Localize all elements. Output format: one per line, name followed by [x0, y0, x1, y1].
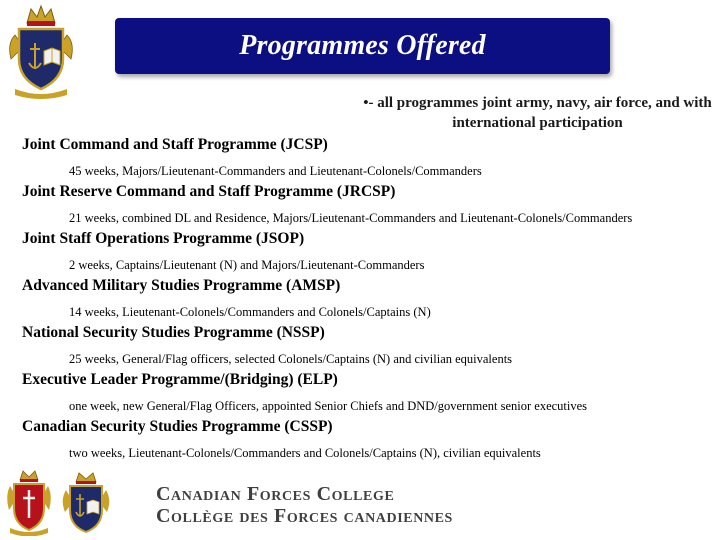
programme-item: [22, 135, 712, 182]
programme-description: 45 weeks, Majors/Lieutenant-Commanders and Lieutenant-Colonels/Commanders: [69, 164, 482, 178]
programme-description: two weeks, Lieutenant-Colonels/Commanders and Colonels/Captains (N), civilian equivalents: [69, 446, 541, 460]
title-bar: [115, 18, 610, 74]
programme-name: Executive Leader Programme/(Bridging) (ELP): [22, 371, 338, 388]
programme-name: Joint Staff Operations Programme (JSOP): [22, 230, 305, 247]
college-name-english: Canadian Forces College: [156, 483, 395, 505]
programme-name: Canadian Security Studies Programme (CSSP): [22, 418, 333, 435]
programme-name: Joint Reserve Command and Staff Programme (JRCSP): [22, 183, 396, 200]
programmes-note: •- all programmes joint army, navy, air force, and with international participation: [363, 95, 712, 131]
programme-item: [22, 370, 712, 417]
programme-description: one week, new General/Flag Officers, appointed Senior Chiefs and DND/government senior executives: [69, 399, 588, 413]
programme-item: [22, 417, 712, 464]
forces-crest-logo: [4, 468, 54, 536]
programme-item: [22, 276, 712, 323]
programme-description: 2 weeks, Captains/Lieutenant (N) and Majors/Lieutenant-Commanders: [69, 258, 425, 272]
college-name-french: Collège des Forces canadiennes: [156, 505, 453, 527]
programme-item: [22, 323, 712, 370]
programme-name: Joint Command and Staff Programme (JCSP): [22, 136, 328, 153]
programme-description: 25 weeks, General/Flag officers, selected Colonels/Captains (N) and civilian equivalents: [69, 352, 513, 366]
programme-name: Advanced Military Studies Programme (AMSP): [22, 277, 341, 294]
college-crest-small-logo: [60, 470, 112, 536]
college-crest-logo: [5, 3, 77, 99]
programme-name: National Security Studies Programme (NSSP): [22, 324, 325, 341]
programme-item: [22, 229, 712, 276]
programme-description: 14 weeks, Lieutenant-Colonels/Commanders and Colonels/Captains (N): [69, 305, 431, 319]
programme-description: 21 weeks, combined DL and Residence, Majors/Lieutenant-Commanders and Lieutenant-Colonels/Commanders: [69, 211, 633, 225]
page-title: Programmes Offered: [239, 30, 486, 61]
programme-list: [22, 135, 712, 464]
college-name-block: [156, 483, 453, 527]
programme-item: [22, 182, 712, 229]
